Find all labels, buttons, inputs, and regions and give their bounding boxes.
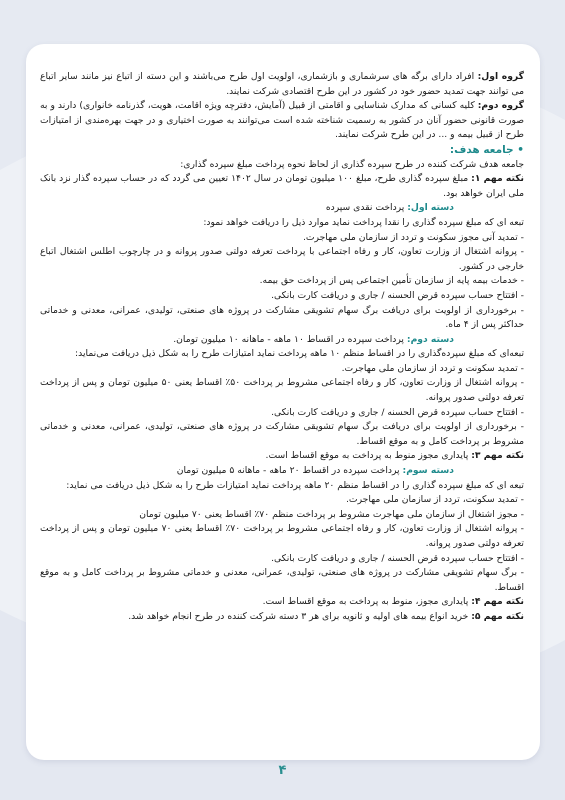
group2-line: - برخورداری از اولویت برای دریافت برگ سهام تشویقی مشارکت در پروژه های صنعتی، تولیدی، عمرانی، معدنی و خدماتی مشروط بر پرداخت کامل و به موقع اقساط. [40, 421, 524, 447]
note-five [40, 610, 524, 625]
group1-heading [40, 201, 524, 216]
note-four-text: پایداری مجوز، منوط به پرداخت به موقع اقساط است. [262, 596, 472, 608]
group-one-paragraph [40, 70, 524, 99]
group3-heading [40, 464, 524, 479]
group3-line: - افتتاح حساب سپرده قرض الحسنه / جاری و دریافت کارت بانکی. [271, 552, 524, 564]
note-three-label: نکته مهم ۳: [471, 450, 524, 462]
group-two-text: کلیه کسانی که مدارک شناسایی و اقامتی از قبیل (آمایش، دفترچه ویژه اقامت، هویت، گذرنامه خانواری) دارند و به صورت قانونی حضور آنان در کشور به رسمیت شناخته شده است می‌توانند به صورت اختیاری و در جهت بهره‌مندی از امتیازات طرح از قبیل بیمه و ... در این طرح شرکت نمایند. [40, 100, 524, 141]
group2-title: دسته دوم: [406, 333, 454, 345]
group-one-label: گروه اول: [477, 71, 524, 82]
group1-subtitle: پرداخت نقدی سپرده [325, 202, 408, 214]
group-two-paragraph [40, 99, 524, 143]
note-one-text: مبلغ سپرده گذاری طرح، مبلغ ۱۰۰ میلیون تومان در سال ۱۴۰۲ تعیین می گردد که در حساب سپرده گذار نزد بانک ملی ایران خواهد بود. [40, 173, 524, 199]
note-three-text: پایداری مجوز منوط به پرداخت به موقع اقساط است. [265, 450, 472, 462]
group2-line: - تمدید سکونت و تردد از سازمان ملی مهاجرت. [341, 362, 524, 374]
group1-line: - تمدید آنی مجوز سکونت و تردد از سازمان ملی مهاجرت. [302, 231, 524, 243]
group3-line: - برگ سهام تشویقی مشارکت در پروژه های صنعتی، تولیدی، عمرانی، معدنی و خدماتی مشروط بر پرداخت کامل و به موقع اقساط. [40, 567, 524, 593]
group3-line: - پروانه اشتغال از وزارت تعاون، کار و رفاه اجتماعی مشروط بر پرداخت ۷۰٪ اقساط یعنی ۷۰ میلیون تومان و پس از پرداخت تعرفه دولتی صدور پروانه. [40, 523, 524, 549]
group3-subtitle: پرداخت سپرده در اقساط ۲۰ ماهه - ماهانه ۵ میلیون تومان [176, 465, 403, 477]
group1-line: - خدمات بیمه پایه از سازمان تأمین اجتماعی پس از پرداخت حق بیمه. [259, 275, 524, 287]
group2-line: - افتتاح حساب سپرده قرض الحسنه / جاری و دریافت کارت بانکی. [271, 406, 524, 418]
note-five-text: خرید انواع بیمه های اولیه و ثانویه برای هر ۳ دسته شرکت کننده در طرح انجام خواهد شد. [128, 610, 472, 622]
group3-title: دسته سوم: [402, 465, 454, 477]
group2-line: تبعه‌ای که مبلغ سپرده‌گذاری را در اقساط منظم ۱۰ ماهه پرداخت نماید امتیازات طرح را به شکل ذیل دریافت می‌نماید: [75, 348, 524, 360]
group1-line: - افتتاح حساب سپرده قرض الحسنه / جاری و دریافت کارت بانکی. [271, 289, 524, 301]
group-two-label: گروه دوم: [477, 100, 524, 112]
note-one-label: نکته مهم ۱: [471, 173, 525, 185]
group1-line: - پروانه اشتغال از وزارت تعاون، کار و رفاه اجتماعی با پرداخت تعرفه دولتی صدور پروانه و در چارچوب اطلس اشتغال اتباع خارجی در کشور. [40, 246, 524, 272]
note-five-label: نکته مهم ۵: [471, 610, 524, 622]
group2-heading [40, 333, 524, 348]
group1-line: - برخورداری از اولویت برای دریافت برگ سهام تشویقی مشارکت در پروژه های صنعتی، تولیدی، عمرانی، معدنی و خدماتی حداکثر پس از ۴ ماه. [40, 304, 524, 331]
group1-title: دسته اول: [407, 202, 454, 214]
group1-line: تبعه ای که مبلغ سپرده گذاری را نقدا پرداخت نماید موارد ذیل را دریافت خواهد نمود: [203, 216, 524, 228]
page-number: ۴ [278, 763, 287, 778]
target-intro: جامعه هدف شرکت کننده در طرح سپرده گذاری از لحاظ نحوه پرداخت مبلغ سپرده گذاری: [180, 158, 524, 170]
note-one [40, 172, 524, 201]
group2-subtitle: پرداخت سپرده در اقساط ۱۰ ماهه - ماهانه ۱۰ میلیون تومان. [173, 333, 407, 345]
note-three [40, 449, 524, 464]
bullet-icon: • [517, 143, 524, 156]
target-section-title [40, 143, 524, 158]
document-body [40, 70, 524, 625]
group2-line: - پروانه اشتغال از وزارت تعاون، کار و رفاه اجتماعی مشروط بر پرداخت ۵۰٪ اقساط یعنی ۵۰ میلیون تومان و پس از پرداخت تعرفه دولتی صدور پروانه. [40, 377, 524, 404]
group3-line: تبعه ای که مبلغ سپرده گذاری را در اقساط منظم ۲۰ ماهه پرداخت نماید امتیازات طرح را به شکل ذیل دریافت می نماید: [66, 479, 524, 491]
note-four-label: نکته مهم ۴: [471, 596, 524, 608]
group3-line: - مجوز اشتغال از سازمان ملی مهاجرت مشروط بر پرداخت منظم ۷۰٪ اقساط یعنی ۷۰ میلیون تومان [139, 508, 524, 520]
note-four [40, 595, 524, 610]
group3-line: - تمدید سکونت، تردد از سازمان ملی مهاجرت. [346, 494, 524, 506]
target-title: جامعه هدف: [449, 143, 514, 156]
group-one-text: افراد دارای برگه های سرشماری و بازشماری، اولویت اول طرح می‌باشند و این دسته از اتباع نیز مانند سایر اتباع می توانند جهت تمدید حضور خود در کشور در این طرح اقتصادی شرکت نمایند. [40, 71, 524, 97]
